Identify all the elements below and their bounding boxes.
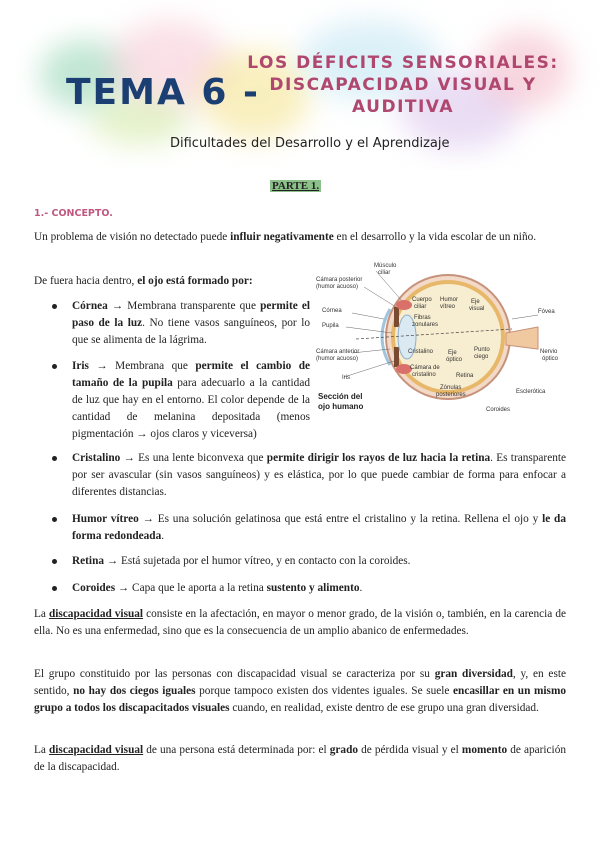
label-esclerotica: Esclerótica (516, 389, 546, 395)
label-fibras-zonulares: Fibras zonulares (412, 315, 439, 328)
label-nervio-optico: Nervio óptico (540, 349, 559, 362)
bullet-text (72, 450, 566, 501)
term: Retina (72, 555, 105, 567)
term: Iris (72, 360, 89, 372)
text-bold: le da forma redondeada (72, 513, 566, 542)
text: La (34, 744, 50, 756)
text: de pérdida visual y el (358, 744, 462, 756)
text: en el desarrollo y la vida escolar de un niño. (333, 231, 537, 243)
text: El grupo constituido por las personas con discapacidad visual se caracteriza por su (34, 668, 435, 680)
text-bold: grado (329, 744, 359, 756)
label-camara-posterior: Cámara posterior (humor acuoso) (316, 277, 363, 290)
label-cornea: Córnea (322, 308, 342, 314)
ciliary-muscle-shape (396, 300, 412, 310)
term: Coroides (72, 582, 116, 594)
label-eje-optico: Eje óptico (446, 350, 463, 363)
text: . No tiene vasos sanguíneos, por lo que se alimenta de la lágrima. (72, 317, 310, 346)
text: , y, en este sentido, (34, 668, 566, 697)
page-title (238, 52, 568, 118)
text: . Es transparente por ser avascular (sin vasos sanguíneos) y es elástica, por lo que puede cambiar de forma para enfocar a diferentes distancias. (72, 452, 567, 498)
parte-label: PARTE 1. (272, 180, 320, 192)
text: cuando, en realidad, existe dentro de ese grupo una gran diversidad. (229, 702, 539, 714)
label-coroides: Coroides (486, 407, 511, 413)
bullet-text (72, 553, 566, 570)
bullet-text (72, 358, 310, 443)
bullet-text (72, 298, 310, 349)
text: Un problema de visión no detectado puede (34, 231, 231, 243)
term: Humor vítreo (72, 513, 139, 525)
paragraph-definition (34, 606, 566, 640)
term: Córnea (72, 300, 108, 312)
text-underline: discapacidad visual (48, 608, 144, 620)
term: Cristalino (72, 452, 121, 464)
text: → Es una lente biconvexa que (120, 452, 267, 464)
text: consiste en la afectación, en mayor o menor grado, de la visión o, también, en la carencia de ella. No es una enfermedad, sino que es la consecuencia de un amplio abanico de enfermedades. (34, 608, 566, 637)
eye-intro (34, 273, 314, 290)
intro-paragraph (34, 229, 566, 246)
label-pupila: Pupila (322, 323, 339, 329)
text-bold: gran diversidad (434, 668, 513, 680)
eye-section-diagram (316, 257, 566, 422)
header-banner (0, 0, 600, 170)
text: de aparición de la discapacidad. (34, 744, 566, 773)
text: De fuera hacia dentro, (34, 275, 138, 287)
text: para adecuarlo a la cantidad de luz que hay en el entorno. El color depende de la cantidad de melanina depositada (menos pigmentación → ojos claros y viceversa) (72, 377, 310, 440)
text: . (161, 530, 165, 542)
tema-number: TEMA 6 - (66, 72, 260, 113)
iris-shape (394, 307, 399, 327)
label-camara-cristalino: Cámara de cristalino (410, 365, 440, 378)
text: . (359, 582, 363, 594)
text: La (34, 608, 49, 620)
title-line: DISCAPACIDAD VISUAL Y (269, 75, 537, 95)
section-title: 1.- CONCEPTO. (34, 208, 113, 219)
bullet-text (72, 511, 566, 545)
label-punto-ciego: Punto ciego (474, 347, 490, 360)
text: de una persona está determinada por: el (143, 744, 330, 756)
label-fovea: Fóvea (538, 309, 555, 315)
label-eje-visual: Eje visual (469, 299, 485, 312)
text: → Es una solución gelatinosa que está entre el cristalino y la retina. Rellena el ojo y (138, 513, 543, 525)
text: → Membrana transparente que (107, 300, 261, 312)
text: → Está sujetada por el humor vítreo, y en contacto con la coroides. (104, 555, 411, 567)
label-humor-vitreo: Humor vítreo (440, 297, 459, 310)
paragraph-determination (34, 742, 566, 776)
label-retina: Retina (456, 373, 474, 379)
bullet-text (72, 580, 566, 597)
text-bold: influir negativamente (230, 231, 334, 243)
text-bold: sustento y alimento (266, 582, 360, 594)
figure-caption: Sección del ojo humano (318, 392, 364, 411)
text: → Capa que le aporta a la retina (115, 582, 267, 594)
label-zonulas: Zónulas posteriores (436, 385, 466, 398)
text: porque tampoco existen dos videntes iguales. Se suele (195, 685, 454, 697)
iris-shape (394, 347, 399, 367)
text-bold: permite el cambio de tamaño de la pupila (72, 360, 311, 389)
label-cuerpo-ciliar: Cuerpo ciliar (412, 297, 432, 310)
label-musculo-ciliar: Músculo ciliar (374, 263, 397, 276)
label-camara-anterior: Cámara anterior (humor acuoso) (316, 349, 360, 362)
text-underline: discapacidad visual (49, 744, 144, 756)
label-cristalino: Cristalino (408, 349, 434, 355)
subtitle: Dificultades del Desarrollo y el Aprendizaje (170, 136, 450, 151)
text-bold: permite dirigir los rayos de luz hacia la retina (266, 452, 491, 464)
title-line: LOS DÉFICITS SENSORIALES: (247, 53, 559, 73)
paragraph-diversity (34, 666, 566, 717)
text-bold: encasillar en un mismo grupo a todos los discapacitados visuales (34, 685, 566, 714)
text-bold: el ojo está formado por: (137, 275, 253, 287)
text: → Membrana que (88, 360, 196, 372)
title-line: AUDITIVA (352, 97, 454, 117)
text-bold: momento (461, 744, 508, 756)
text-bold: permite el paso de la luz (72, 300, 310, 329)
label-iris: Iris (342, 375, 350, 381)
text-bold: no hay dos ciegos iguales (73, 685, 196, 697)
